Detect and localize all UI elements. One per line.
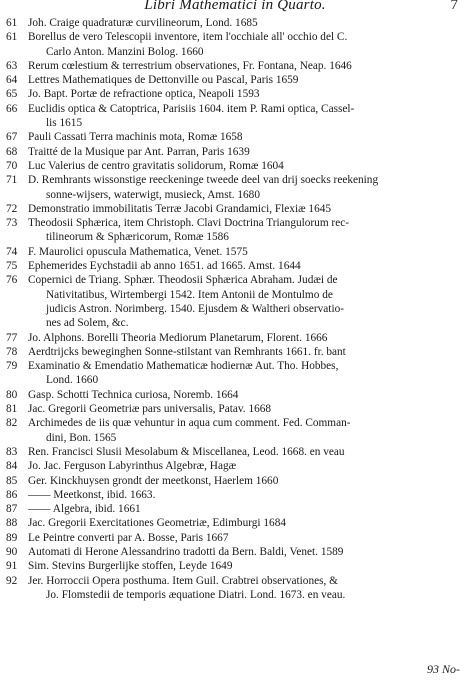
catalogue-entry — [6, 273, 464, 330]
catalogue-entry — [6, 416, 464, 445]
catalogue-entry — [6, 87, 464, 101]
entry-number: 91 — [6, 560, 18, 573]
catalogue-entry — [6, 359, 464, 388]
entry-text: D. Remhrants wissonstige reeckeninge tweede deel van drij soecks reekening — [28, 174, 379, 187]
page-number: 7 — [450, 0, 458, 13]
entry-number: 63 — [6, 59, 18, 72]
entry-continuation: dini, Bon. 1565 — [46, 431, 117, 444]
entry-text: Demonstratio immobilitatis Terræ Jacobi Grandamici, Flexiæ 1645 — [28, 202, 332, 215]
catalogue-entry — [6, 73, 464, 87]
catalogue-entry — [6, 30, 464, 59]
catalogue-entry — [6, 502, 464, 516]
catalogue-entry — [6, 545, 464, 559]
entry-number: 81 — [6, 403, 18, 416]
entry-text: Theodosii Sphærica, item Christoph. Clavi Doctrina Triangulorum rec- — [28, 217, 349, 230]
entry-number: 75 — [6, 260, 18, 273]
entry-number: 84 — [6, 460, 18, 473]
entry-number: 85 — [6, 474, 18, 487]
catalogue-entry — [6, 145, 464, 159]
entry-continuation: Nativitatibus, Wirtembergi 1542. Item Antonii de Montulmo de — [46, 288, 333, 301]
catalogue-entry — [6, 445, 464, 459]
entry-number: 79 — [6, 360, 18, 373]
entry-number: 68 — [6, 145, 18, 158]
entry-text: Sim. Stevins Burgerlijke stoffen, Leyde 1649 — [28, 560, 233, 573]
catalogue-entry — [6, 16, 464, 30]
entry-text: Joh. Craige quadraturæ curvilineorum, Lond. 1685 — [28, 17, 258, 29]
entry-continuation: Carlo Anton. Manzini Bolog. 1660 — [46, 45, 204, 58]
entry-text: Euclidis optica & Catoptrica, Parisiis 1604. item P. Rami optica, Cassel- — [28, 102, 355, 115]
entry-text: —— Algebra, ibid. 1661 — [28, 503, 141, 516]
entry-continuation: Lond. 1660 — [46, 374, 99, 387]
catchword: 93 No- — [427, 662, 460, 676]
entry-number: 90 — [6, 545, 18, 558]
catalogue-entry — [6, 516, 464, 530]
entry-number: 80 — [6, 388, 18, 401]
entry-text: Gasp. Schotti Technica curiosa, Noremb. 1664 — [28, 388, 239, 401]
entry-number: 73 — [6, 217, 18, 230]
entry-number: 66 — [6, 102, 18, 115]
entry-text: Borellus de vero Telescopii inventore, item l'occhiale all' occhio del C. — [28, 31, 348, 44]
entry-number: 70 — [6, 159, 18, 172]
entry-continuation: judicis Astron. Norimberg. 1540. Ejusdem & Waltheri observatio- — [46, 302, 344, 315]
entry-text: Luc Valerius de centro gravitatis solidorum, Romæ 1604 — [28, 159, 284, 172]
entry-continuation: lis 1615 — [46, 117, 83, 130]
entry-text: Automati di Herone Alessandrino tradotti da Bern. Baldi, Venet. 1589 — [28, 545, 344, 558]
entry-text: Jac. Gregorii Geometriæ pars universalis, Patav. 1668 — [28, 403, 272, 416]
catalogue-entry — [6, 474, 464, 488]
entry-continuation: Jo. Flomstedii de temporis æquatione Diatri. Lond. 1673. en veau. — [46, 588, 346, 601]
entry-number: 87 — [6, 503, 18, 516]
entry-text: Jer. Horroccii Opera posthuma. Item Guil. Crabtrei observationes, & — [28, 574, 338, 587]
entry-text: Pauli Cassati Terra machinis mota, Romæ 1658 — [28, 131, 243, 144]
entry-number: 82 — [6, 417, 18, 430]
entry-text: Jo. Alphons. Borelli Theoria Mediorum Planetarum, Florent. 1666 — [28, 331, 328, 344]
entry-number: 77 — [6, 331, 18, 344]
entry-text: Copernici de Triang. Sphær. Theodosii Sphærica Abraham. Judæi de — [28, 274, 338, 287]
catalogue-entry — [6, 488, 464, 502]
entry-number: 72 — [6, 202, 18, 215]
catalogue-entry — [6, 216, 464, 245]
entry-text: —— Meetkonst, ibid. 1663. — [28, 488, 156, 501]
entry-number: 61 — [6, 31, 18, 44]
entry-text: Examinatio & Emendatio Mathematicæ hodiernæ Aut. Tho. Hobbes, — [28, 360, 339, 373]
catalogue-entry — [6, 173, 464, 202]
catalogue-entry — [6, 531, 464, 545]
entry-number: 67 — [6, 131, 18, 144]
entry-text: Aerdtrijcks beweginghen Sonne-stilstant van Remhrants 1661. fr. bant — [28, 345, 346, 358]
catalogue-entry — [6, 59, 464, 73]
catalogue-entry — [6, 245, 464, 259]
entry-number: 64 — [6, 74, 18, 87]
entry-text: Ger. Kinckhuysen grondt der meetkonst, Haerlem 1660 — [28, 474, 279, 487]
entry-number: 92 — [6, 574, 18, 587]
entry-number: 89 — [6, 531, 18, 544]
entry-number: 88 — [6, 517, 18, 530]
catalogue-entry — [6, 130, 464, 144]
entry-text: Archimedes de iis quæ vehuntur in aqua cum comment. Fed. Comman- — [28, 417, 351, 430]
entry-text: F. Maurolici opuscula Mathematica, Venet. 1575 — [28, 245, 248, 258]
catalogue-entry — [6, 345, 464, 359]
entry-continuation: sonne-wijsers, waterwigt, musieck, Amst. 1680 — [46, 188, 260, 201]
entry-text: Jo. Bapt. Portæ de refractione optica, Neapoli 1593 — [28, 88, 260, 101]
catalogue-entry — [6, 574, 464, 603]
entry-text: Rerum cœlestium & terrestrium observationes, Fr. Fontana, Neap. 1646 — [28, 59, 352, 72]
entry-number: 78 — [6, 345, 18, 358]
entry-text: Jo. Jac. Ferguson Labyrinthus Algebræ, Hagæ — [28, 460, 237, 473]
catalogue-entry — [6, 559, 464, 573]
entry-text: Ren. Francisci Slusii Mesolabum & Miscellanea, Leod. 1668. en veau — [28, 445, 345, 458]
entry-number: 76 — [6, 274, 18, 287]
catalogue-entry — [6, 331, 464, 345]
entry-text: Traitté de la Musique par Ant. Parran, Paris 1639 — [28, 145, 250, 158]
entry-continuation: nes ad Solem, &c. — [46, 317, 129, 330]
entry-number: 65 — [6, 88, 18, 101]
entry-text: Ephemerides Eychstadii ab anno 1651. ad 1665. Amst. 1644 — [28, 260, 301, 273]
entry-text: Le Peintre converti par A. Bosse, Paris 1667 — [28, 531, 229, 544]
catalogue-entry — [6, 202, 464, 216]
entry-number: 61 — [6, 17, 18, 29]
entry-text: Jac. Gregorii Exercitationes Geometriæ, Edimburgi 1684 — [28, 517, 286, 530]
catalogue-entry — [6, 402, 464, 416]
entry-text: Lettres Mathematiques de Dettonville ou Pascal, Paris 1659 — [28, 74, 299, 87]
catalogue-entry — [6, 102, 464, 131]
catalogue-entry — [6, 259, 464, 273]
catalogue-entry — [6, 459, 464, 473]
entry-continuation: tilineorum & Sphæricorum, Romæ 1586 — [46, 231, 229, 244]
catalogue-entry — [6, 159, 464, 173]
catalogue-entries — [6, 16, 464, 602]
entry-number: 83 — [6, 445, 18, 458]
entry-number: 71 — [6, 174, 18, 187]
page-header — [0, 0, 470, 14]
entry-number: 74 — [6, 245, 18, 258]
catalogue-entry — [6, 388, 464, 402]
running-title: Libri Mathematici in Quarto. — [144, 0, 326, 13]
entry-number: 86 — [6, 488, 18, 501]
